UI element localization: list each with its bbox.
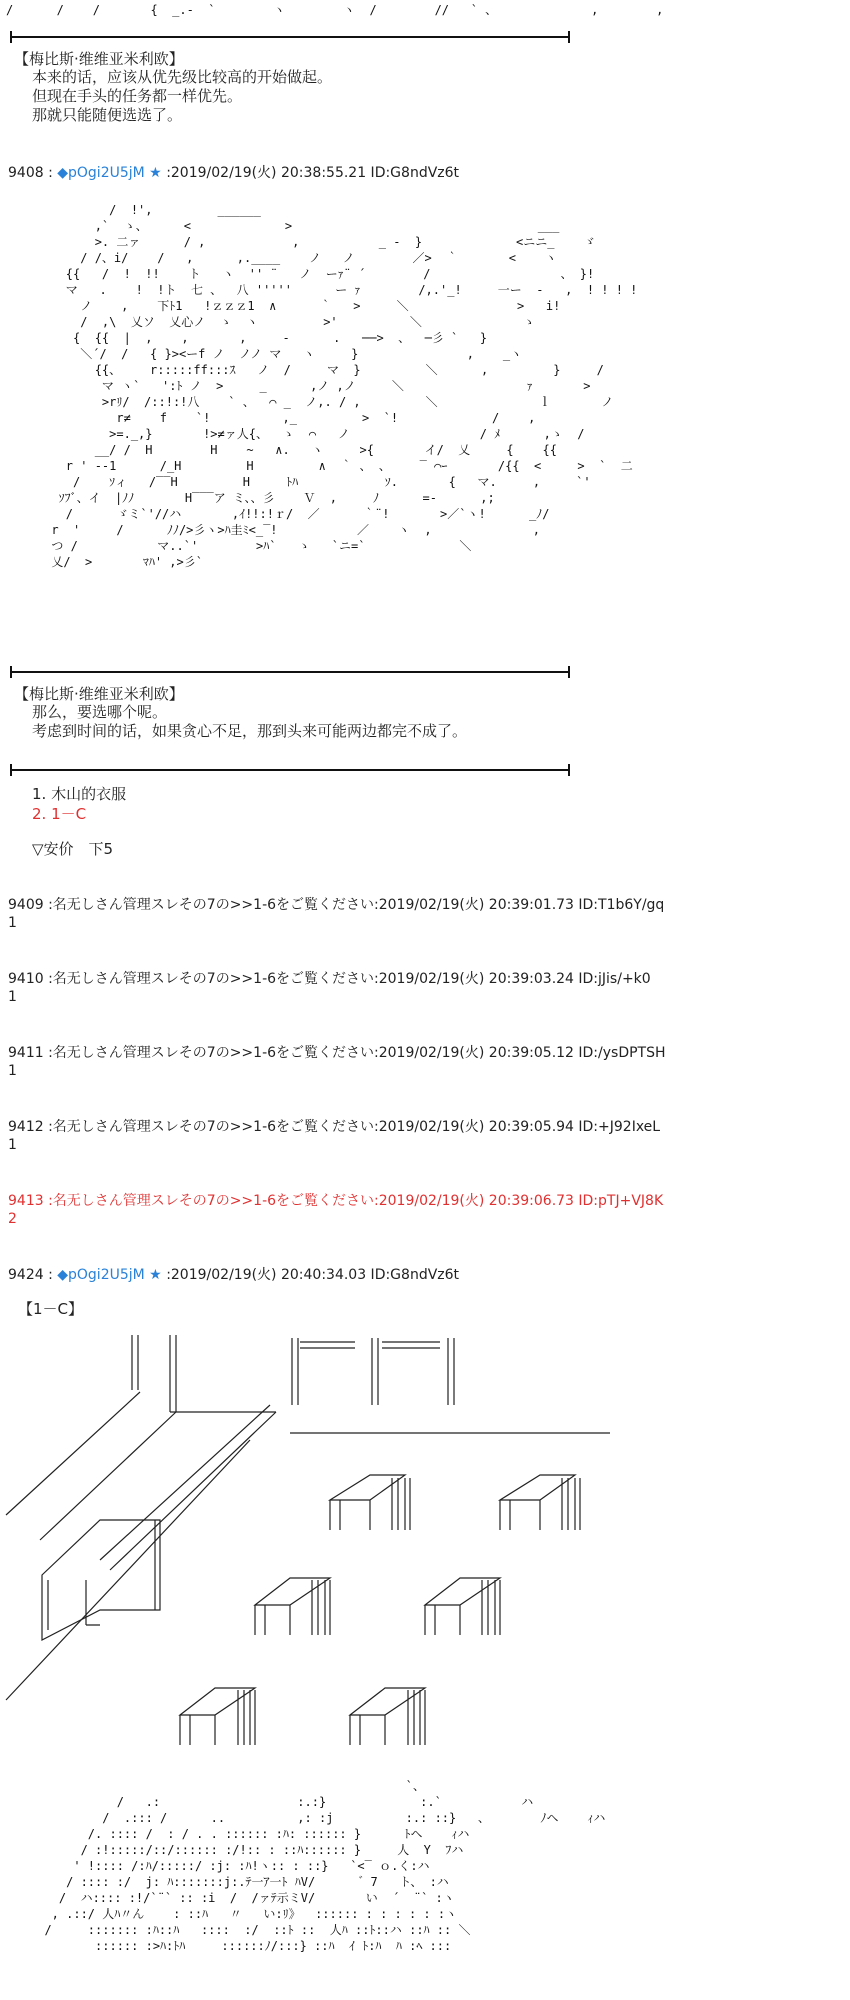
reply-header: 9410 :名无しさん管理スレその7の>>1-6をご覧ください:2019/02/19(火) 20:39:03.24 ID:jJis/+k0 bbox=[8, 971, 651, 987]
post-number: 9424 : bbox=[8, 1267, 53, 1283]
reply-body: 1 bbox=[8, 1137, 17, 1153]
reply-body: 1 bbox=[8, 915, 17, 931]
speech-block bbox=[32, 703, 467, 741]
choice-1: 1. 木山的衣服 bbox=[32, 785, 127, 803]
speech-block bbox=[32, 68, 332, 125]
speech-line: 但现在手头的任务都一样优先。 bbox=[32, 87, 243, 105]
post-header-9408 bbox=[8, 164, 459, 182]
post-meta: :2019/02/19(火) 20:38:55.21 ID:G8ndVz6t bbox=[166, 165, 460, 181]
reply-9411 bbox=[8, 1044, 666, 1080]
reply-body: 2 bbox=[8, 1211, 17, 1227]
scene-tag: 【1－C】 bbox=[18, 1300, 84, 1318]
speech-line: 考虑到时间的话，如果贪心不足，那到头来可能两边都完不成了。 bbox=[32, 722, 468, 740]
aa-fragment-top: / / / { _.- ` ヽ ヽ / // ` 、 , , bbox=[6, 3, 664, 17]
reply-header: 9413 :名无しさん管理スレその7の>>1-6をご覧ください:2019/02/19(火) 20:39:06.73 ID:pTJ+VJ8K bbox=[8, 1193, 664, 1209]
post-trip[interactable]: ◆pOgi2U5jM ★ bbox=[57, 1267, 162, 1283]
speech-line: 本来的话，应该从优先级比较高的开始做起。 bbox=[32, 68, 333, 86]
post-meta: :2019/02/19(火) 20:40:34.03 ID:G8ndVz6t bbox=[166, 1267, 460, 1283]
reply-header: 9412 :名无しさん管理スレその7の>>1-6をご覧ください:2019/02/19(火) 20:39:05.94 ID:+J92IxeL bbox=[8, 1119, 661, 1135]
divider bbox=[10, 769, 570, 771]
divider bbox=[10, 671, 570, 673]
speech-line: 那就只能随便选选了。 bbox=[32, 106, 183, 124]
pillar-lines bbox=[132, 1335, 176, 1412]
speaker-name: 【梅比斯·维维亚米利欧】 bbox=[14, 50, 184, 68]
speech-line: 那么，要选哪个呢。 bbox=[32, 703, 168, 721]
reply-header: 9409 :名无しさん管理スレその7の>>1-6をご覧ください:2019/02/19(火) 20:39:01.73 ID:T1b6Y/gq bbox=[8, 897, 665, 913]
ascii-art-girl: / !', ______ ,` ゝ、 < > ___ >. 二ァ / , , _ - } <ニニ_ ゞ / /、i/ / , ,.____ ノ ノ ／> ｀ < ヽ {{ / ! !! ト ヽ '' ¨ ノ ーｧ¨ ´ / 、 }! マ . ! !ト 七 、 八 ''''' ー ｧ /,.'_! 一ー - , ! ! ! ! ノ , 下ﾄ1 !ｚｚｚ1 ∧ ｀ > ＼ > i! / ,\ 乂ソ 乂心ノ ゝ ヽ >' ＼ ゝ { {{ | , , , ‐ . ──> 、 ─彡 ` } ＼´/ / { }><ーf ノ ノノ マ ヽ } , _ヽ {{、 r:::::ff:::ｽ ノ / マ } ＼ , } / マ ヽ` ':ﾄ ノ > _ ,ノ ,ノ ＼ ｧ > >rﾘ/ /::!:!八 ` 、 ⌒ _ ノ,. / , ＼ ｌ ノ r≠ f `! ,_ > `! / , >=._,} !>≠ァ人{、 ゝ ⌒ ノ / ﾒ ,ゝ / __/ / H H ~ ∧. ヽ >{ イ/ 乂 { {{ r ' -‐1 /_H H ∧ ｀ 、 、 ‾ ⌒ｰ /{{ < > ` 二 / ｿィ /‾‾H H ﾄﾊ ｿ. { マ. , `' ｿﾌﾞ、イ |ﾉﾉ H‾‾‾ア ミ、、彡 Ｖ , ﾉ =- ,; / ゞミ`'//ハ ,ｲ!!:!ｒ/ ／ ｀¨! >／`ヽ! _ﾉ/ r ' / ﾉﾉ/>彡ヽ>ﾊ圭ﾐ<_‾! ／ ヽ , , つ / マ..`' >ﾊ` ゝ `ニ=` ＼ 乂/ > ﾏﾊ' ,>彡` bbox=[51, 203, 638, 569]
divider bbox=[10, 36, 570, 38]
post-trip[interactable]: ◆pOgi2U5jM ★ bbox=[57, 165, 162, 181]
speaker-name: 【梅比斯·维维亚米利欧】 bbox=[14, 685, 184, 703]
reply-9410 bbox=[8, 970, 651, 1006]
reply-header: 9411 :名无しさん管理スレその7の>>1-6をご覧ください:2019/02/19(火) 20:39:05.12 ID:/ysDPTSH bbox=[8, 1045, 666, 1061]
post-header-9424 bbox=[8, 1266, 459, 1284]
ascii-art-character: `、 / .: :.:} :.` ハ / .::: / .. ,: :j :.: ::} 、 ﾉヘ ｨハ /. :::: / : / . . :::::: :ﾊ: :::::: } ﾄヘ ｨハ / :!:::::/::/:::::: :/!:: : ::ﾊ:::::: } 人 Y ﾌハ ' !:::: /:ﾊ/:::::/ :j: :ﾊ!ヽ:: : ::} `<‾ ｏ.く:ハ / :::: :/ j: ﾊ:::::::j:.ﾃ一ｱ一ﾄ ﾊV/ ゛7 ト、 :ハ / ハ:::: :!/`¨` :: :i / /ァﾃ示ミV/ い ´ ¨` :ヽ , .::/ 人ﾊ〃ん : ::ﾊ 〃 い:ﾘ》 :::::: : : : : : :ヽ / ::::::: :ﾊ::ﾊ :::: :/ ::ﾄ :: 人ﾊ ::ﾄ::ハ ::ﾊ :: ＼ :::::: :>ﾊ:ﾄﾊ ::::::ﾉ/:::} ::ﾊ ｲ ﾄ:ﾊ ﾊ :ﾍ ::: bbox=[44, 1779, 606, 1953]
vote-instruction: ▽安价 下5 bbox=[32, 840, 114, 858]
reply-9413-selected bbox=[8, 1192, 663, 1228]
choice-2: 2. 1－C bbox=[32, 805, 87, 823]
reply-9412 bbox=[8, 1118, 660, 1154]
post-number: 9408 : bbox=[8, 165, 53, 181]
reply-body: 1 bbox=[8, 989, 17, 1005]
reply-9409 bbox=[8, 896, 664, 932]
reply-body: 1 bbox=[8, 1063, 17, 1079]
